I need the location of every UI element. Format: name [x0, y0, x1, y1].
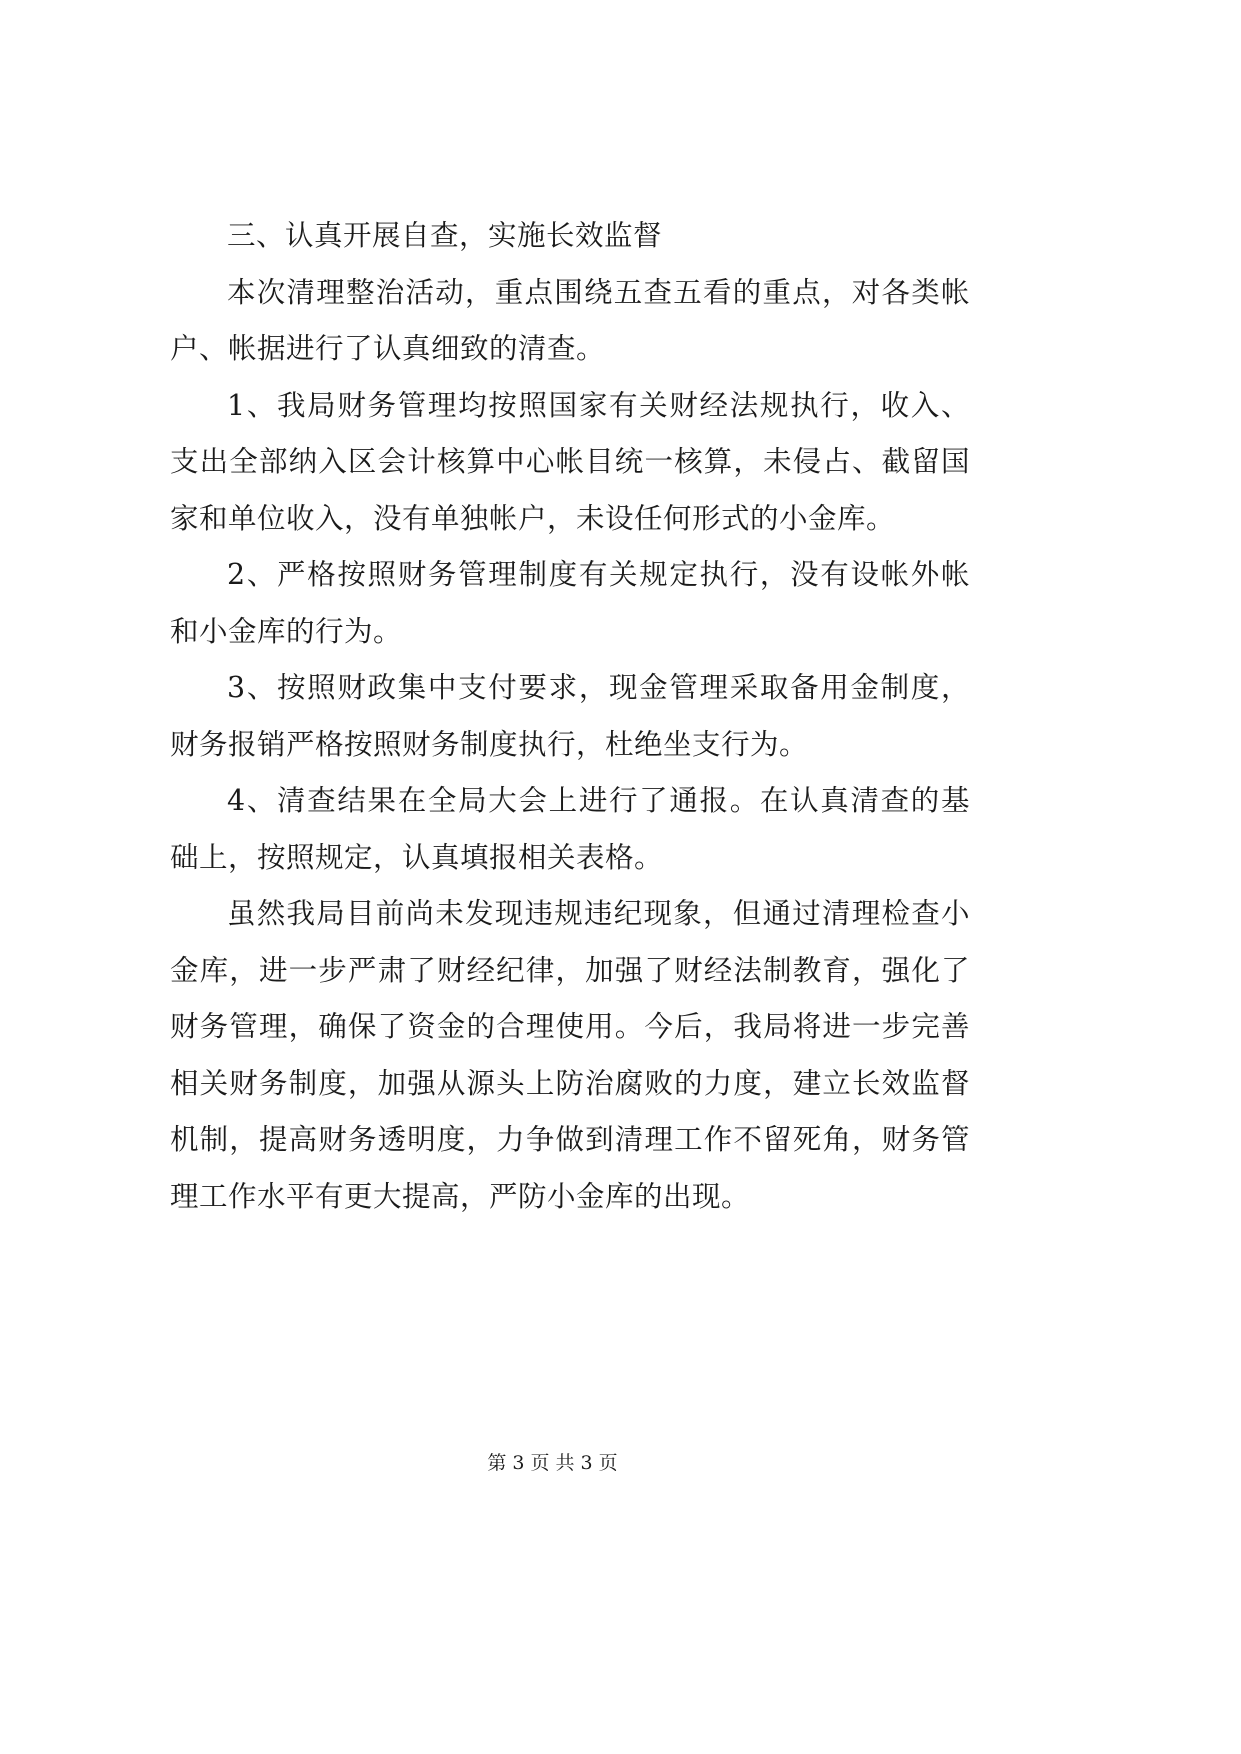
paragraph-item-1: 1、我局财务管理均按照国家有关财经法规执行，收入、支出全部纳入区会计核算中心帐目统一核算，未侵占、截留国家和单位收入，没有单独帐户，未设任何形式的小金库。 — [170, 388, 970, 535]
page-number-footer: 第 3 页 共 3 页 — [487, 1452, 618, 1474]
paragraph-item-2: 2、严格按照财务管理制度有关规定执行，没有设帐外帐和小金库的行为。 — [170, 558, 970, 648]
paragraph-conclusion: 虽然我局目前尚未发现违规违纪现象，但通过清理检查小金库，进一步严肃了财经纪律，加强了财经法制教育，强化了财务管理，确保了资金的合理使用。今后，我局将进一步完善相关财务制度，加强从源头上防治腐败的力度，建立长效监督机制，提高财务透明度，力争做到清理工作不留死角，财务管理工作水平有更大提高，严防小金库的出现。 — [170, 897, 970, 1213]
paragraph-item-4: 4、清查结果在全局大会上进行了通报。在认真清查的基础上，按照规定，认真填报相关表格。 — [170, 784, 970, 874]
paragraph-item-3: 3、按照财政集中支付要求，现金管理采取备用金制度，财务报销严格按照财务制度执行，杜绝坐支行为。 — [170, 671, 970, 761]
document-body — [170, 208, 970, 1225]
paragraph-intro: 本次清理整治活动，重点围绕五查五看的重点，对各类帐户、帐据进行了认真细致的清查。 — [170, 275, 970, 365]
section-heading: 三、认真开展自查，实施长效监督 — [227, 219, 663, 252]
